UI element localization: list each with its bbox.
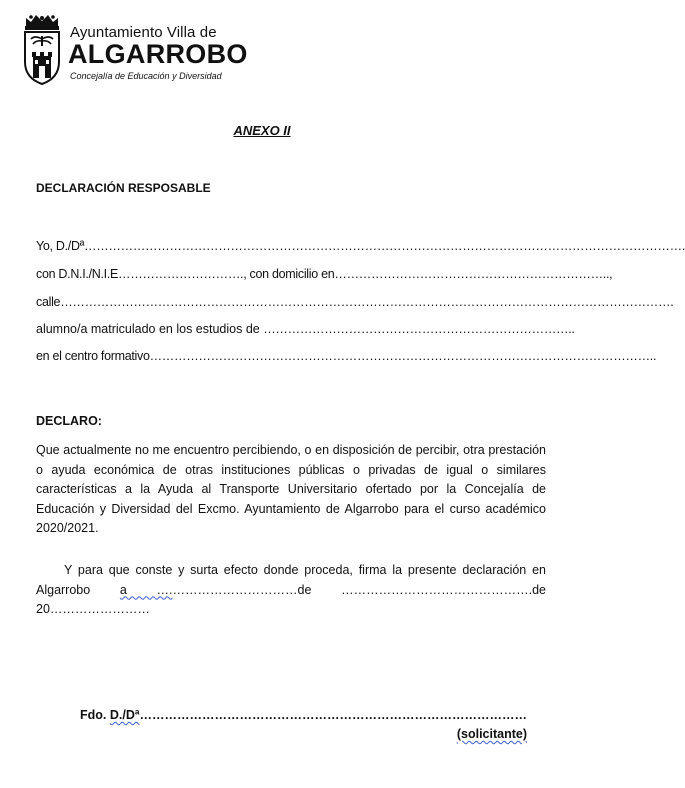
id-address-field-row[interactable] bbox=[36, 266, 613, 282]
id-field-text: con D.N.I./N.I.E…………………………., con domicilio en bbox=[36, 267, 335, 281]
org-name-line2: ALGARROBO bbox=[68, 39, 248, 69]
address-field-dots: ………………………………………………………….., bbox=[334, 267, 613, 281]
document-title: DECLARACIÓN RESPOSABLE bbox=[36, 181, 211, 195]
studies-field-label: alumno/a matriculado en los estudios de bbox=[36, 322, 264, 336]
signature-block bbox=[80, 707, 527, 743]
org-department: Concejalía de Educación y Diversidad bbox=[70, 71, 222, 81]
signature-dd: D./Dª bbox=[109, 708, 140, 722]
signature-prefix: Fdo. bbox=[80, 708, 110, 722]
name-field-text: Yo, D./Dª…………………………………………………………………………………………………………………………………. bbox=[36, 239, 685, 253]
date-fill-dots[interactable]: …………………………de ……………………………………….de 20…………………… bbox=[36, 582, 546, 617]
street-field-text: calle……………………………………………………………………………………………………………………………………. bbox=[36, 295, 674, 309]
closing-paragraph bbox=[36, 561, 546, 620]
municipal-coat-of-arms-icon bbox=[22, 12, 62, 86]
center-field-row[interactable] bbox=[36, 348, 657, 364]
org-name-line1: Ayuntamiento Villa de bbox=[70, 24, 217, 41]
municipal-header bbox=[22, 12, 252, 86]
name-field-row[interactable] bbox=[36, 238, 685, 254]
declaro-heading: DECLARO: bbox=[36, 414, 102, 428]
street-field-row[interactable] bbox=[36, 294, 674, 310]
studies-field-row[interactable] bbox=[36, 321, 575, 337]
annex-title: ANEXO II bbox=[233, 123, 291, 138]
studies-field-dots: ………………………………………………………………….. bbox=[263, 322, 575, 336]
signature-dots: ………………………………………………………………………………… bbox=[139, 708, 527, 722]
signature-line[interactable] bbox=[80, 707, 527, 724]
closing-paragraph-flagged-word: a …. bbox=[119, 582, 173, 597]
declaration-paragraph: Que actualmente no me encuentro percibiendo, o en disposición de percibir, otra prestación o ayuda económica de otras instituciones públicas o privadas de igual o similares características a la Ayuda al Transporte Universitario ofertado por la Concejalía de Educación y Diversidad del Excmo. Ayuntamiento de Algarrobo para el curso académico 2020/2021. bbox=[36, 443, 546, 536]
closing-paragraph-text: Y para que conste y surta efecto donde proceda, firma la presente declaración en Algarrobo bbox=[36, 563, 546, 597]
signature-role: (solicitante) bbox=[456, 727, 527, 741]
center-field-text: en el centro formativo…………………………………………………………………………………………………………….. bbox=[36, 349, 657, 363]
